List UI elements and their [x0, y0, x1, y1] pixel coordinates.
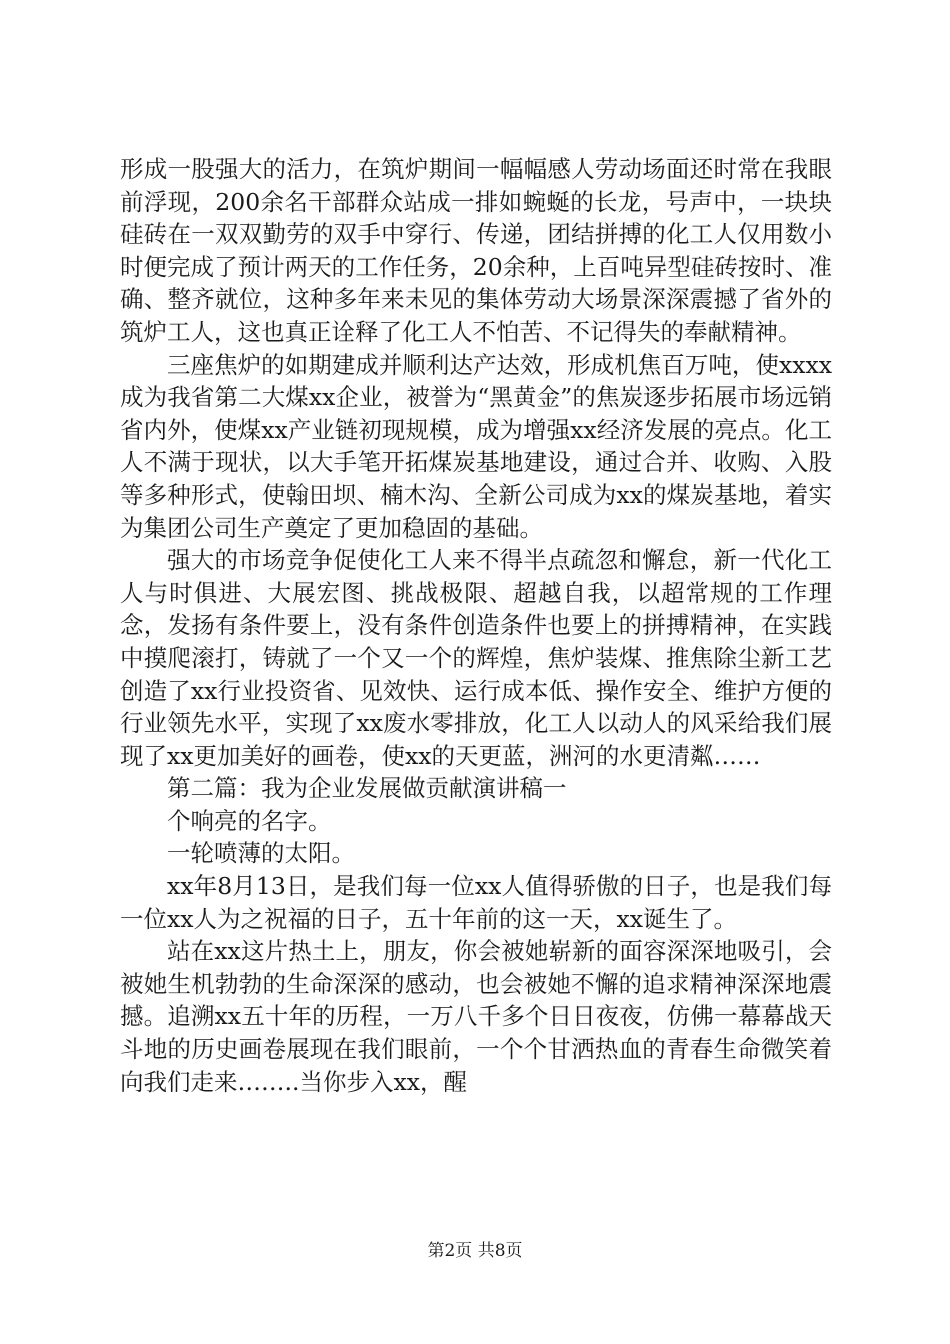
- page-footer: 第2页 共8页: [427, 1241, 523, 1261]
- document-body: [120, 153, 832, 1098]
- paragraph-7: 站在xx这片热土上，朋友，你会被她崭新的面容深深地吸引，会被她生机勃勃的生命深深的感动，也会被她不懈的追求精神深深地震撼。追溯xx五十年的历程，一万八千多个日日夜夜，仿佛一幕幕战天斗地的历史画卷展现在我们眼前，一个个甘洒热血的青春生命微笑着向我们走来……..当你步入xx，醒: [120, 937, 832, 1096]
- paragraph-3: 强大的市场竞争促使化工人来不得半点疏忽和懈怠，新一代化工人与时俱进、大展宏图、挑战极限、超越自我，以超常规的工作理念，发扬有条件要上，没有条件创造条件也要上的拼搏精神，在实践中摸爬滚打，铸就了一个又一个的辉煌，焦炉装煤、推焦除尘新工艺创造了xx行业投资省、见效快、运行成本低、操作安全、维护方便的行业领先水平，实现了xx废水零排放，化工人以动人的风采给我们展现了xx更加美好的画卷，使xx的天更蓝，洲河的水更清粼……: [120, 546, 832, 770]
- section-heading: 第二篇：我为企业发展做贡献演讲稿一: [167, 774, 567, 803]
- paragraph-1: 形成一股强大的活力，在筑炉期间一幅幅感人劳动场面还时常在我眼前浮现，200余名干部群众站成一排如蜿蜒的长龙，号声中，一块块硅砖在一双双勤劳的双手中穿行、传递，团结拼搏的化工人仅用数小时便完成了预计两天的工作任务，20余种，上百吨异型硅砖按时、准确、整齐就位，这种多年来未见的集体劳动大场景深深震撼了省外的筑炉工人，这也真正诠释了化工人不怕苦、不记得失的奉献精神。: [120, 155, 832, 346]
- paragraph-6: xx年8月13日，是我们每一位xx人值得骄傲的日子，也是我们每一位xx人为之祝福的日子，五十年前的这一天，xx诞生了。: [120, 872, 832, 933]
- paragraph-2: 三座焦炉的如期建成并顺利达产达效，形成机焦百万吨，使xxxx成为我省第二大煤xx企业，被誉为“黑黄金”的焦炭逐步拓展市场远销省内外，使煤xx产业链初现规模，成为增强xx经济发展的亮点。化工人不满于现状，以大手笔开拓煤炭基地建设，通过合并、收购、入股等多种形式，使翰田坝、楠木沟、全新公司成为xx的煤炭基地，着实为集团公司生产奠定了更加稳固的基础。: [120, 350, 832, 542]
- paragraph-4: 个响亮的名字。: [167, 806, 332, 835]
- paragraph-5: 一轮喷薄的太阳。: [167, 839, 355, 868]
